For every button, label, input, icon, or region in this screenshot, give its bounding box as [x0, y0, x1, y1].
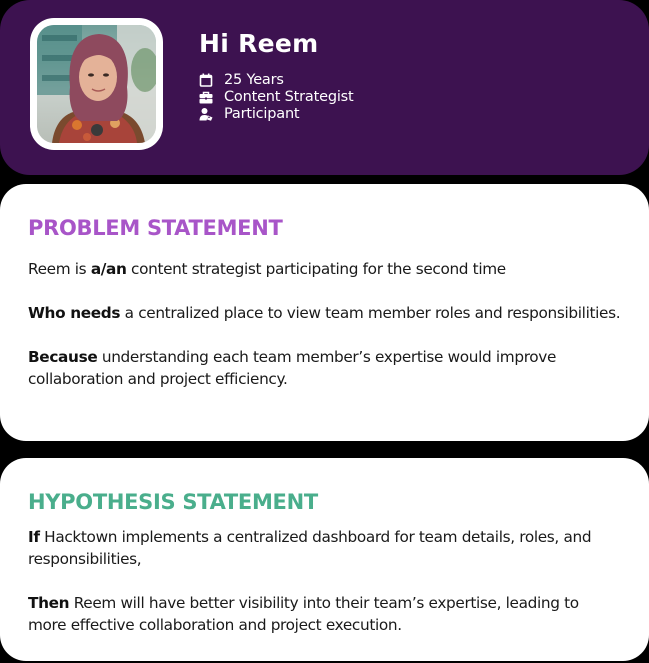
problem-statement-title: PROBLEM STATEMENT [28, 216, 283, 240]
avatar [37, 25, 156, 143]
info-participation [199, 105, 354, 122]
hypothesis-paragraph: Then Reem will have better visibility into their team’s expertise, leading to more effective collaboration and project execution. [28, 594, 579, 634]
hypothesis-statement-card [0, 458, 649, 661]
info-age [199, 71, 354, 88]
briefcase-icon [199, 90, 213, 104]
problem-paragraph: Who needs a centralized place to view team member roles and responsibilities. [28, 304, 621, 322]
info-role [199, 88, 354, 105]
problem-statement-card [0, 184, 649, 441]
hypothesis-statement-body [28, 526, 621, 658]
avatar-illustration [37, 25, 156, 143]
info-participation-text: Participant [224, 105, 300, 122]
profile-info-list [199, 71, 354, 122]
user-tag-icon [199, 107, 213, 121]
profile-header [0, 0, 649, 175]
calendar-icon [199, 73, 213, 87]
info-role-text: Content Strategist [224, 88, 354, 105]
greeting-title: Hi Reem [199, 29, 319, 58]
hypothesis-statement-title: HYPOTHESIS STATEMENT [28, 490, 318, 514]
problem-statement-body [28, 258, 621, 412]
hypothesis-paragraph: If Hacktown implements a centralized dashboard for team details, roles, and responsibilities, [28, 528, 592, 568]
problem-paragraph: Reem is a/an content strategist participating for the second time [28, 260, 506, 278]
avatar-frame [30, 18, 163, 150]
info-age-text: 25 Years [224, 71, 284, 88]
problem-paragraph: Because understanding each team member’s expertise would improve collaboration and project efficiency. [28, 348, 557, 388]
